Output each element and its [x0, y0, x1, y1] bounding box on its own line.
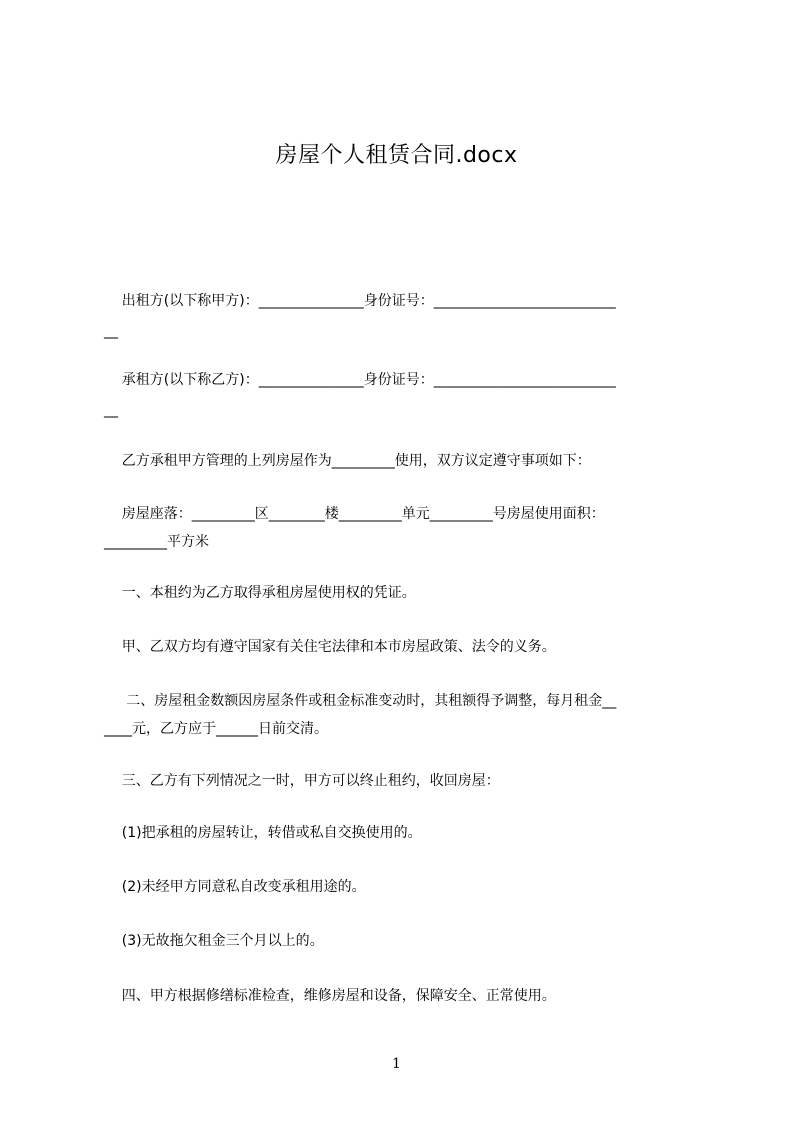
clause-two: 二、房屋租金数额因房屋条件或租金标准变动时，其租额得予调整，每月租金__ — [104, 693, 617, 709]
location-line: 房屋座落：_________区________楼_________单元_________号房屋使用面积： — [104, 506, 605, 522]
lessor-line-continuation: __ — [104, 323, 118, 339]
lessee-line-continuation: __ — [104, 402, 118, 418]
clause-four: 四、甲方根据修缮标准检查，维修房屋和设备，保障安全、正常使用。 — [104, 988, 556, 1004]
page-number: 1 — [392, 1056, 401, 1072]
lessor-line: 出租方(以下称甲方)：_______________身份证号：__________________________ — [104, 293, 616, 309]
usage-paragraph: 乙方承租甲方管理的上列房屋作为_________使用，双方议定遵守事项如下： — [104, 453, 591, 469]
clause-one-obligations: 甲、乙双方均有遵守国家有关住宅法律和本市房屋政策、法令的义务。 — [104, 639, 556, 655]
clause-two-continuation: ____元，乙方应于______日前交清。 — [104, 721, 328, 737]
clause-three-item-3: (3)无故拖欠租金三个月以上的。 — [104, 933, 324, 949]
clause-three-item-1: (1)把承租的房屋转让，转借或私自交换使用的。 — [104, 825, 422, 841]
clause-one: 一、本租约为乙方取得承租房屋使用权的凭证。 — [104, 585, 416, 601]
clause-three-item-2: (2)未经甲方同意私自改变承租用途的。 — [104, 879, 366, 895]
lessee-line: 承租方(以下称乙方)：_______________身份证号：__________________________ — [104, 372, 616, 388]
document-title: 房屋个人租赁合同.docx — [275, 143, 518, 168]
location-line-continuation: _________平方米 — [104, 534, 209, 550]
clause-three: 三、乙方有下列情况之一时，甲方可以终止租约，收回房屋： — [104, 773, 500, 789]
